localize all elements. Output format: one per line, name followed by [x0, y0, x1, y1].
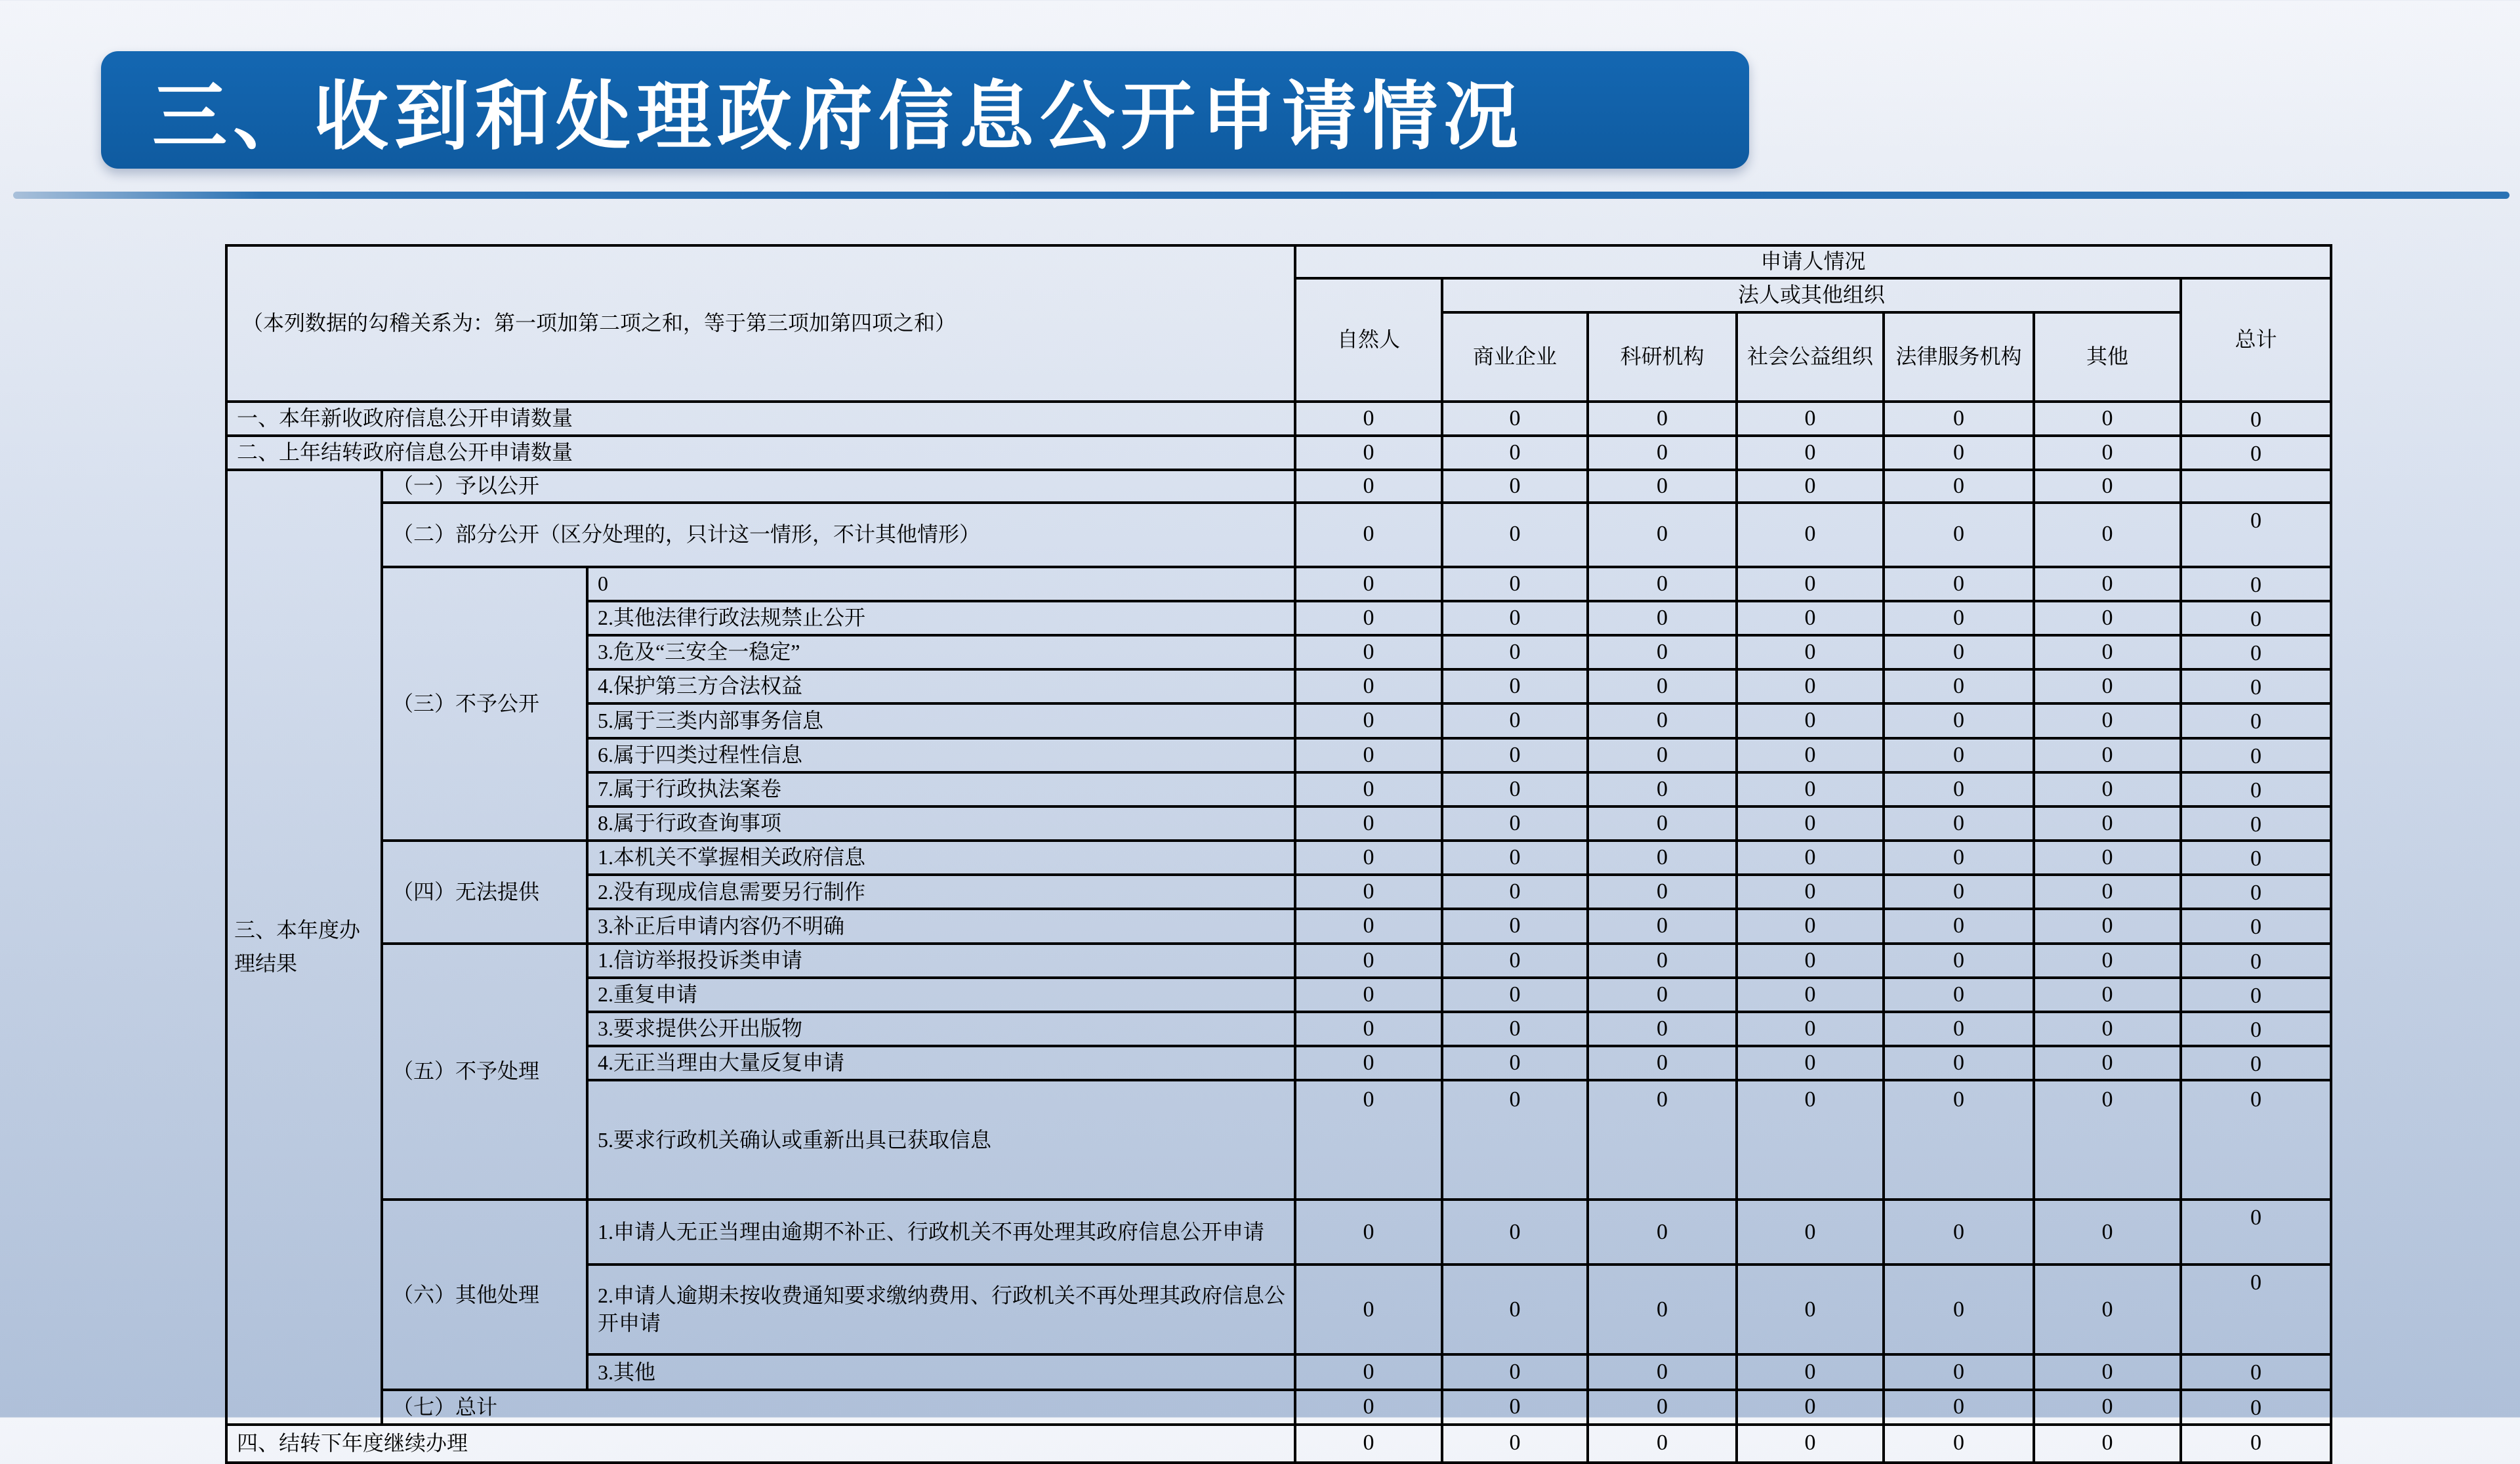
- value-cell: 0: [1588, 1080, 1737, 1200]
- value-cell: 0: [2034, 436, 2181, 470]
- total-value-cell: 0: [2181, 503, 2331, 567]
- value-cell: 0: [1295, 503, 1442, 567]
- value-cell: 0: [1884, 1265, 2034, 1354]
- total-value-cell: 0: [2181, 635, 2331, 669]
- value-cell: 0: [1588, 841, 1737, 875]
- total-value-cell: 0: [2181, 1265, 2331, 1354]
- value-cell: 0: [1588, 738, 1737, 772]
- value-cell: 0: [2034, 1425, 2181, 1463]
- value-cell: 0: [1737, 436, 1884, 470]
- value-cell: 0: [1442, 503, 1588, 567]
- value-cell: 0: [1588, 875, 1737, 909]
- value-cell: 0: [1588, 1012, 1737, 1046]
- value-cell: 0: [1588, 436, 1737, 470]
- value-cell: 0: [1884, 503, 2034, 567]
- row-label: 6.属于四类过程性信息: [587, 738, 1295, 772]
- value-cell: 0: [1884, 1012, 2034, 1046]
- value-cell: 0: [1442, 909, 1588, 943]
- value-cell: 0: [1442, 1200, 1588, 1265]
- value-cell: 0: [1295, 875, 1442, 909]
- total-value-cell: 0: [2181, 1200, 2331, 1265]
- value-cell: 0: [2034, 909, 2181, 943]
- table-row: [226, 470, 2331, 503]
- value-cell: 0: [2034, 470, 2181, 503]
- value-cell: 0: [1588, 601, 1737, 635]
- value-cell: 0: [1737, 1390, 1884, 1424]
- value-cell: 0: [1884, 567, 2034, 601]
- value-cell: 0: [1737, 1265, 1884, 1354]
- value-cell: 0: [2034, 703, 2181, 738]
- value-cell: 0: [1884, 875, 2034, 909]
- value-cell: 0: [1884, 841, 2034, 875]
- col-header-research: 科研机构: [1588, 312, 1737, 402]
- value-cell: 0: [1295, 806, 1442, 841]
- total-value-cell: 0: [2181, 841, 2331, 875]
- row-label: （二）部分公开（区分处理的，只计这一情形，不计其他情形）: [382, 503, 1295, 567]
- value-cell: 0: [1884, 772, 2034, 806]
- value-cell: 0: [1442, 841, 1588, 875]
- value-cell: 0: [1442, 1390, 1588, 1424]
- total-value-cell: 0: [2181, 944, 2331, 978]
- row-label: （一）予以公开: [382, 470, 1295, 503]
- value-cell: 0: [1884, 436, 2034, 470]
- group-label: （三）不予公开: [382, 567, 587, 841]
- value-cell: 0: [2034, 841, 2181, 875]
- value-cell: 0: [1295, 738, 1442, 772]
- value-cell: 0: [2034, 601, 2181, 635]
- value-cell: 0: [1884, 1046, 2034, 1080]
- value-cell: 0: [1442, 470, 1588, 503]
- col-header-legal-org: 法人或其他组织: [1442, 278, 2181, 312]
- value-cell: 0: [1442, 635, 1588, 669]
- col-header-other: 其他: [2034, 312, 2181, 402]
- value-cell: 0: [1884, 944, 2034, 978]
- row-label: 4.保护第三方合法权益: [587, 669, 1295, 703]
- value-cell: 0: [1295, 1012, 1442, 1046]
- value-cell: 0: [1588, 1046, 1737, 1080]
- value-cell: 0: [1442, 567, 1588, 601]
- value-cell: 0: [1884, 601, 2034, 635]
- value-cell: 0: [1884, 909, 2034, 943]
- total-value-cell: 0: [2181, 772, 2331, 806]
- row-label: 7.属于行政执法案卷: [587, 772, 1295, 806]
- total-value-cell: 0: [2181, 669, 2331, 703]
- value-cell: 0: [1884, 806, 2034, 841]
- value-cell: 0: [1442, 738, 1588, 772]
- value-cell: 0: [1884, 978, 2034, 1012]
- row-label: 3.其他: [587, 1354, 1295, 1390]
- value-cell: 0: [1737, 944, 1884, 978]
- value-cell: 0: [1442, 978, 1588, 1012]
- value-cell: 0: [1737, 1354, 1884, 1390]
- row-label: 四、结转下年度继续办理: [226, 1425, 1295, 1463]
- value-cell: 0: [2034, 567, 2181, 601]
- total-value-cell: 0: [2181, 1012, 2331, 1046]
- value-cell: 0: [1442, 1080, 1588, 1200]
- value-cell: 0: [2034, 1080, 2181, 1200]
- value-cell: 0: [2034, 772, 2181, 806]
- total-value-cell: 0: [2181, 806, 2331, 841]
- value-cell: 0: [2034, 738, 2181, 772]
- value-cell: 0: [1884, 1425, 2034, 1463]
- value-cell: 0: [1884, 402, 2034, 436]
- value-cell: 0: [1737, 601, 1884, 635]
- table-row: [226, 567, 2331, 601]
- total-value-cell: 0: [2181, 1080, 2331, 1200]
- value-cell: 0: [1737, 1425, 1884, 1463]
- value-cell: 0: [1442, 436, 1588, 470]
- value-cell: 0: [1884, 1200, 2034, 1265]
- value-cell: 0: [1295, 601, 1442, 635]
- value-cell: 0: [2034, 1354, 2181, 1390]
- value-cell: 0: [1442, 1354, 1588, 1390]
- table-row: [226, 1390, 2331, 1424]
- value-cell: 0: [1442, 1425, 1588, 1463]
- total-value-cell: 0: [2181, 601, 2331, 635]
- value-cell: 0: [1737, 978, 1884, 1012]
- group-label: （五）不予处理: [382, 944, 587, 1200]
- value-cell: 0: [1884, 635, 2034, 669]
- value-cell: 0: [1295, 1200, 1442, 1265]
- value-cell: 0: [1737, 669, 1884, 703]
- page-title: 三、收到和处理政府信息公开申请情况: [152, 75, 1525, 159]
- value-cell: 0: [1737, 772, 1884, 806]
- value-cell: 0: [1588, 806, 1737, 841]
- report-table: [225, 244, 2332, 1464]
- value-cell: 0: [1884, 669, 2034, 703]
- value-cell: 0: [1737, 806, 1884, 841]
- table-row: [226, 1200, 2331, 1265]
- table-row: [226, 402, 2331, 436]
- value-cell: 0: [1295, 635, 1442, 669]
- value-cell: 0: [1737, 1080, 1884, 1200]
- value-cell: 0: [1442, 944, 1588, 978]
- value-cell: 0: [1588, 978, 1737, 1012]
- value-cell: 0: [1588, 1390, 1737, 1424]
- value-cell: 0: [1588, 1354, 1737, 1390]
- value-cell: 0: [1737, 738, 1884, 772]
- value-cell: 0: [1588, 470, 1737, 503]
- row-label: 2.其他法律行政法规禁止公开: [587, 601, 1295, 635]
- value-cell: 0: [1295, 567, 1442, 601]
- value-cell: 0: [1588, 1425, 1737, 1463]
- row-label: 0: [587, 567, 1295, 601]
- value-cell: 0: [2034, 806, 2181, 841]
- total-value-cell: 0: [2181, 1390, 2331, 1424]
- row-label: 4.无正当理由大量反复申请: [587, 1046, 1295, 1080]
- value-cell: 0: [1588, 944, 1737, 978]
- value-cell: 0: [1295, 1425, 1442, 1463]
- value-cell: 0: [1295, 1080, 1442, 1200]
- note-cell: （本列数据的勾稽关系为：第一项加第二项之和，等于第三项加第四项之和）: [226, 245, 1295, 402]
- total-value-cell: 0: [2181, 703, 2331, 738]
- value-cell: 0: [1295, 1354, 1442, 1390]
- row-label: 1.本机关不掌握相关政府信息: [587, 841, 1295, 875]
- value-cell: 0: [1295, 669, 1442, 703]
- value-cell: 0: [2034, 944, 2181, 978]
- row-label: （七）总计: [382, 1390, 1295, 1424]
- value-cell: 0: [1588, 1265, 1737, 1354]
- divider-line: [13, 192, 2510, 199]
- row-label: 一、本年新收政府信息公开申请数量: [226, 402, 1295, 436]
- total-value-cell: [2181, 470, 2331, 503]
- col-header-commercial: 商业企业: [1442, 312, 1588, 402]
- value-cell: 0: [2034, 635, 2181, 669]
- row-label: 5.要求行政机关确认或重新出具已获取信息: [587, 1080, 1295, 1200]
- col-header-applicant-status: 申请人情况: [1295, 245, 2331, 278]
- value-cell: 0: [1295, 703, 1442, 738]
- row-label: 2.申请人逾期未按收费通知要求缴纳费用、行政机关不再处理其政府信息公开申请: [587, 1265, 1295, 1354]
- value-cell: 0: [1588, 635, 1737, 669]
- value-cell: 0: [1737, 875, 1884, 909]
- value-cell: 0: [1588, 1200, 1737, 1265]
- row-label: 8.属于行政查询事项: [587, 806, 1295, 841]
- value-cell: 0: [1295, 436, 1442, 470]
- value-cell: 0: [1295, 772, 1442, 806]
- total-value-cell: 0: [2181, 402, 2331, 436]
- col-header-public-welfare: 社会公益组织: [1737, 312, 1884, 402]
- value-cell: 0: [1295, 978, 1442, 1012]
- value-cell: 0: [1442, 1265, 1588, 1354]
- value-cell: 0: [2034, 402, 2181, 436]
- title-banner: [101, 51, 1749, 169]
- value-cell: 0: [1442, 402, 1588, 436]
- col-header-natural-person: 自然人: [1295, 278, 1442, 402]
- col-header-total: 总计: [2181, 278, 2331, 402]
- value-cell: 0: [1737, 635, 1884, 669]
- value-cell: 0: [1295, 1046, 1442, 1080]
- value-cell: 0: [2034, 1265, 2181, 1354]
- value-cell: 0: [1295, 470, 1442, 503]
- value-cell: 0: [1295, 1390, 1442, 1424]
- table-row: [226, 503, 2331, 567]
- value-cell: 0: [1737, 1200, 1884, 1265]
- table-row: [226, 1425, 2331, 1463]
- value-cell: 0: [1884, 738, 2034, 772]
- value-cell: 0: [1737, 503, 1884, 567]
- value-cell: 0: [1588, 669, 1737, 703]
- value-cell: 0: [1442, 1046, 1588, 1080]
- value-cell: 0: [1737, 841, 1884, 875]
- group-label: （六）其他处理: [382, 1200, 587, 1390]
- value-cell: 0: [1884, 1354, 2034, 1390]
- total-value-cell: 0: [2181, 1046, 2331, 1080]
- row-label: 3.危及“三安全一稳定”: [587, 635, 1295, 669]
- value-cell: 0: [1588, 909, 1737, 943]
- row-label: 2.没有现成信息需要另行制作: [587, 875, 1295, 909]
- value-cell: 0: [1588, 503, 1737, 567]
- value-cell: 0: [1295, 841, 1442, 875]
- table-header-row: [226, 245, 2331, 278]
- table-row: [226, 944, 2331, 978]
- total-value-cell: 0: [2181, 1354, 2331, 1390]
- col-header-legal-service: 法律服务机构: [1884, 312, 2034, 402]
- value-cell: 0: [2034, 875, 2181, 909]
- value-cell: 0: [1884, 703, 2034, 738]
- row-label: 1.申请人无正当理由逾期不补正、行政机关不再处理其政府信息公开申请: [587, 1200, 1295, 1265]
- value-cell: 0: [1737, 909, 1884, 943]
- value-cell: 0: [1442, 806, 1588, 841]
- value-cell: 0: [1588, 567, 1737, 601]
- value-cell: 0: [2034, 1046, 2181, 1080]
- total-value-cell: 0: [2181, 875, 2331, 909]
- value-cell: 0: [2034, 1012, 2181, 1046]
- row-label: 1.信访举报投诉类申请: [587, 944, 1295, 978]
- row-label: 3.要求提供公开出版物: [587, 1012, 1295, 1046]
- value-cell: 0: [2034, 503, 2181, 567]
- value-cell: 0: [1588, 772, 1737, 806]
- value-cell: 0: [1884, 1080, 2034, 1200]
- table-row: [226, 436, 2331, 470]
- total-value-cell: 0: [2181, 978, 2331, 1012]
- value-cell: 0: [2034, 1200, 2181, 1265]
- total-value-cell: 0: [2181, 436, 2331, 470]
- value-cell: 0: [1588, 703, 1737, 738]
- group-label: （四）无法提供: [382, 841, 587, 944]
- value-cell: 0: [1442, 1012, 1588, 1046]
- value-cell: 0: [1737, 402, 1884, 436]
- value-cell: 0: [1588, 402, 1737, 436]
- value-cell: 0: [2034, 1390, 2181, 1424]
- value-cell: 0: [1737, 1046, 1884, 1080]
- row-label: 二、上年结转政府信息公开申请数量: [226, 436, 1295, 470]
- value-cell: 0: [1737, 470, 1884, 503]
- value-cell: 0: [1442, 875, 1588, 909]
- total-value-cell: 0: [2181, 738, 2331, 772]
- value-cell: 0: [1884, 470, 2034, 503]
- value-cell: 0: [1737, 703, 1884, 738]
- total-value-cell: 0: [2181, 567, 2331, 601]
- value-cell: 0: [2034, 978, 2181, 1012]
- value-cell: 0: [1295, 909, 1442, 943]
- value-cell: 0: [1737, 1012, 1884, 1046]
- row-label: 5.属于三类内部事务信息: [587, 703, 1295, 738]
- value-cell: 0: [1442, 601, 1588, 635]
- value-cell: 0: [1442, 669, 1588, 703]
- value-cell: 0: [1442, 772, 1588, 806]
- total-value-cell: 0: [2181, 909, 2331, 943]
- total-value-cell: 0: [2181, 1425, 2331, 1463]
- value-cell: 0: [1295, 944, 1442, 978]
- value-cell: 0: [1295, 402, 1442, 436]
- value-cell: 0: [2034, 669, 2181, 703]
- row-label: 3.补正后申请内容仍不明确: [587, 909, 1295, 943]
- table-row: [226, 841, 2331, 875]
- section-label: 三、本年度办理结果: [226, 470, 382, 1425]
- value-cell: 0: [1884, 1390, 2034, 1424]
- value-cell: 0: [1295, 1265, 1442, 1354]
- value-cell: 0: [1442, 703, 1588, 738]
- value-cell: 0: [1737, 567, 1884, 601]
- row-label: 2.重复申请: [587, 978, 1295, 1012]
